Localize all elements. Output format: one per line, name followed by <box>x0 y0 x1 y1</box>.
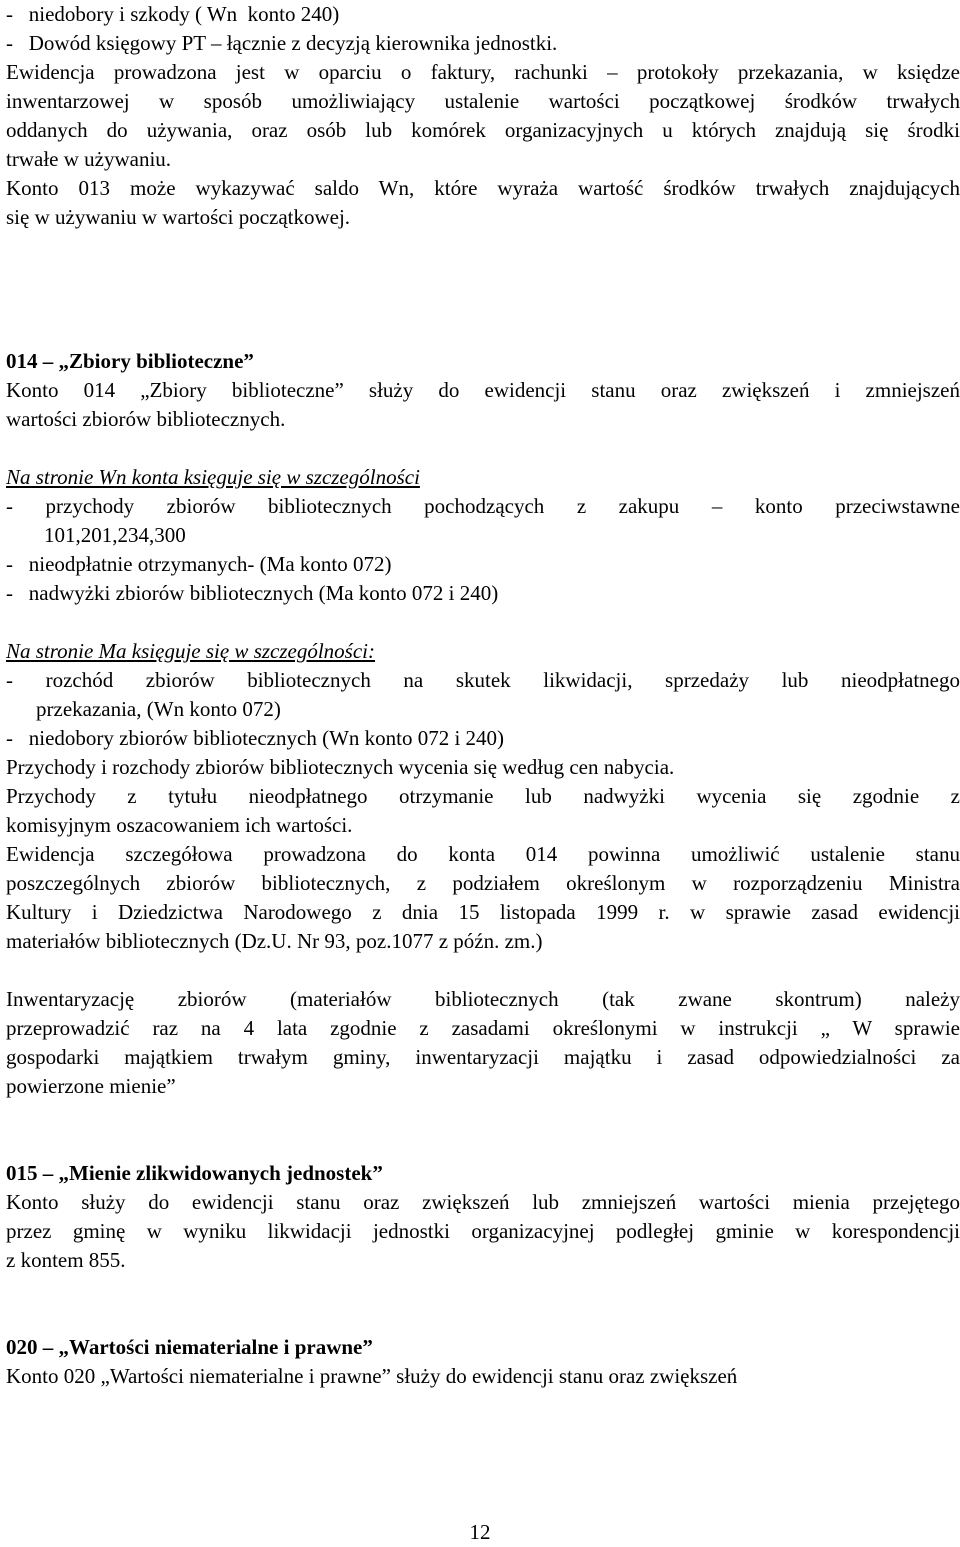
paragraph-line: wartości zbiorów bibliotecznych. <box>6 407 286 431</box>
paragraph-line: oddanych do używania, oraz osób lub komórek organizacyjnych u których znajdują się środki <box>6 118 960 142</box>
subheading: Na stronie Ma księguje się w szczególności: <box>6 639 376 663</box>
page-number: 12 <box>469 1520 491 1544</box>
paragraph-line: komisyjnym oszacowaniem ich wartości. <box>6 813 353 837</box>
paragraph-line: inwentarzowej w sposób umożliwiający ustalenie wartości początkowej środków trwałych <box>6 89 960 113</box>
paragraph-line: Przychody z tytułu nieodpłatnego otrzymanie lub nadwyżki wycenia się zgodnie z <box>6 784 960 808</box>
list-item: - Dowód księgowy PT – łącznie z decyzją kierownika jednostki. <box>6 31 558 55</box>
paragraph-line: Przychody i rozchody zbiorów bibliotecznych wycenia się według cen nabycia. <box>6 755 675 779</box>
list-item: - rozchód zbiorów bibliotecznych na skutek likwidacji, sprzedaży lub nieodpłatnego <box>6 668 960 692</box>
paragraph-line: Kultury i Dziedzictwa Narodowego z dnia 15 listopada 1999 r. w sprawie zasad ewidencji <box>6 900 960 924</box>
paragraph-line: poszczególnych zbiorów bibliotecznych, z podziałem określonym w rozporządzeniu Ministra <box>6 871 960 895</box>
paragraph-line: Inwentaryzację zbiorów (materiałów bibliotecznych (tak zwane skontrum) należy <box>6 987 960 1011</box>
paragraph-line: przez gminę w wyniku likwidacji jednostki organizacyjnej podległej gminie w korespondencji <box>6 1219 960 1243</box>
list-item: - niedobory i szkody ( Wn konto 240) <box>6 2 340 26</box>
paragraph-line: trwałe w używaniu. <box>6 147 172 171</box>
paragraph-line: materiałów bibliotecznych (Dz.U. Nr 93, poz.1077 z późn. zm.) <box>6 929 543 953</box>
section-heading: 014 – „Zbiory biblioteczne” <box>6 349 254 373</box>
paragraph-line: z kontem 855. <box>6 1248 126 1272</box>
paragraph-line: Konto 020 „Wartości niematerialne i prawne” służy do ewidencji stanu oraz zwiększeń <box>6 1364 738 1388</box>
list-item: - niedobory zbiorów bibliotecznych (Wn konto 072 i 240) <box>6 726 505 750</box>
section-heading: 015 – „Mienie zlikwidowanych jednostek” <box>6 1161 383 1185</box>
paragraph-line: powierzone mienie” <box>6 1074 176 1098</box>
paragraph-line: się w używaniu w wartości początkowej. <box>6 205 351 229</box>
list-item-continuation: 101,201,234,300 <box>44 523 186 547</box>
paragraph-line: przeprowadzić raz na 4 lata zgodnie z zasadami określonymi w instrukcji „ W sprawie <box>6 1016 960 1040</box>
section-heading: 020 – „Wartości niematerialne i prawne” <box>6 1335 373 1359</box>
paragraph-line: Ewidencja szczegółowa prowadzona do konta 014 powinna umożliwić ustalenie stanu <box>6 842 960 866</box>
list-item: - nadwyżki zbiorów bibliotecznych (Ma konto 072 i 240) <box>6 581 499 605</box>
paragraph-line: Konto 013 może wykazywać saldo Wn, które wyraża wartość środków trwałych znajdujących <box>6 176 960 200</box>
paragraph-line: Ewidencja prowadzona jest w oparciu o faktury, rachunki – protokoły przekazania, w księdze <box>6 60 960 84</box>
paragraph-line: Konto służy do ewidencji stanu oraz zwiększeń lub zmniejszeń wartości mienia przejętego <box>6 1190 960 1214</box>
list-item: - przychody zbiorów bibliotecznych pochodzących z zakupu – konto przeciwstawne <box>6 494 960 518</box>
list-item: - nieodpłatnie otrzymanych- (Ma konto 072) <box>6 552 392 576</box>
list-item-continuation: przekazania, (Wn konto 072) <box>36 697 281 721</box>
paragraph-line: Konto 014 „Zbiory biblioteczne” służy do ewidencji stanu oraz zwiększeń i zmniejszeń <box>6 378 960 402</box>
subheading: Na stronie Wn konta księguje się w szczególności <box>6 465 420 489</box>
paragraph-line: gospodarki majątkiem trwałym gminy, inwentaryzacji majątku i zasad odpowiedzialności za <box>6 1045 960 1069</box>
